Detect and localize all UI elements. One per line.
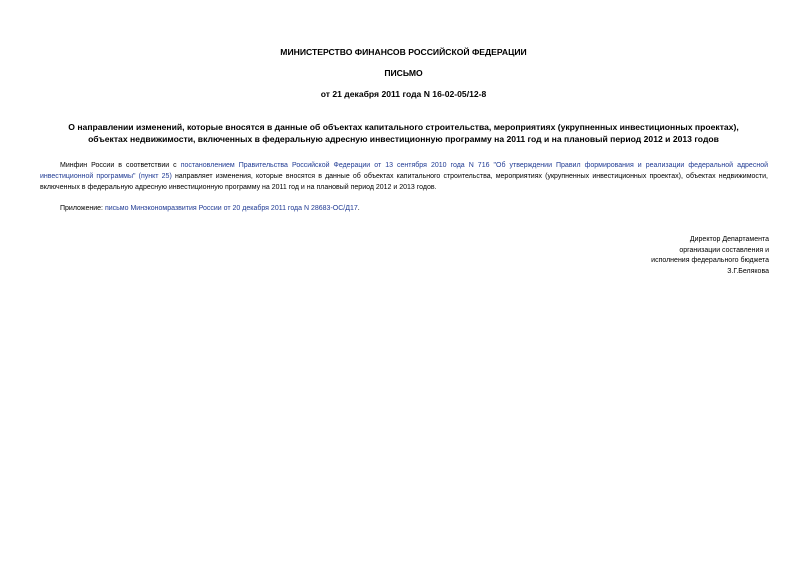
body-text-start: Минфин России в соответствии с xyxy=(60,162,181,169)
signature-position-line-3: исполнения федерального бюджета xyxy=(651,257,769,264)
attachment-end: . xyxy=(357,205,360,212)
document-date-number: от 21 декабря 2011 года N 16-02-05/12-8 xyxy=(320,89,487,99)
body-text-end: направляет изменения, которые вносятся в данные об объектах капитального строительства, мероприятиях (укрупненных инвестиционных проектах), объектах недвижимости, включенных в федеральную адресную инвестиционную программу на 2011 год и на плановый период 2012 и 2013 годов. xyxy=(40,173,768,191)
signature-position-line-2: организации составления и xyxy=(679,246,769,254)
document-subject-line-1: О направлении изменений, которые вносятся в данные об объектах капитального строительства, мероприятиях (укрупненных инвестиционных проектах), xyxy=(68,122,739,132)
body-paragraph xyxy=(40,160,768,193)
attachment-label: Приложение: xyxy=(60,205,105,212)
attachment-link[interactable]: письмо Минэкономразвития России от 20 декабря 2011 года N 28683-ОС/Д17 xyxy=(104,205,358,212)
signature-position-line-1: Директор Департамента xyxy=(689,236,769,243)
document-type: ПИСЬМО xyxy=(384,68,423,78)
attachment-line xyxy=(60,203,360,214)
clause-link[interactable]: (пункт 25) xyxy=(138,173,172,180)
ministry-title: МИНИСТЕРСТВО ФИНАНСОВ РОССИЙСКОЙ ФЕДЕРАЦИИ xyxy=(280,47,527,57)
resolution-link[interactable]: постановлением Правительства Российской Федерации от 13 сентября 2010 года N 716 "Об утверждении Правил формирования и реализации федеральной адресной инвестиционной программы" xyxy=(40,162,768,180)
document-subject-line-2: объектах недвижимости, включенных в федеральную адресную инвестиционную программу на 2011 год и на плановый период 2012 и 2013 годов xyxy=(88,134,719,144)
signature-name: З.Г.Белякова xyxy=(727,267,769,275)
